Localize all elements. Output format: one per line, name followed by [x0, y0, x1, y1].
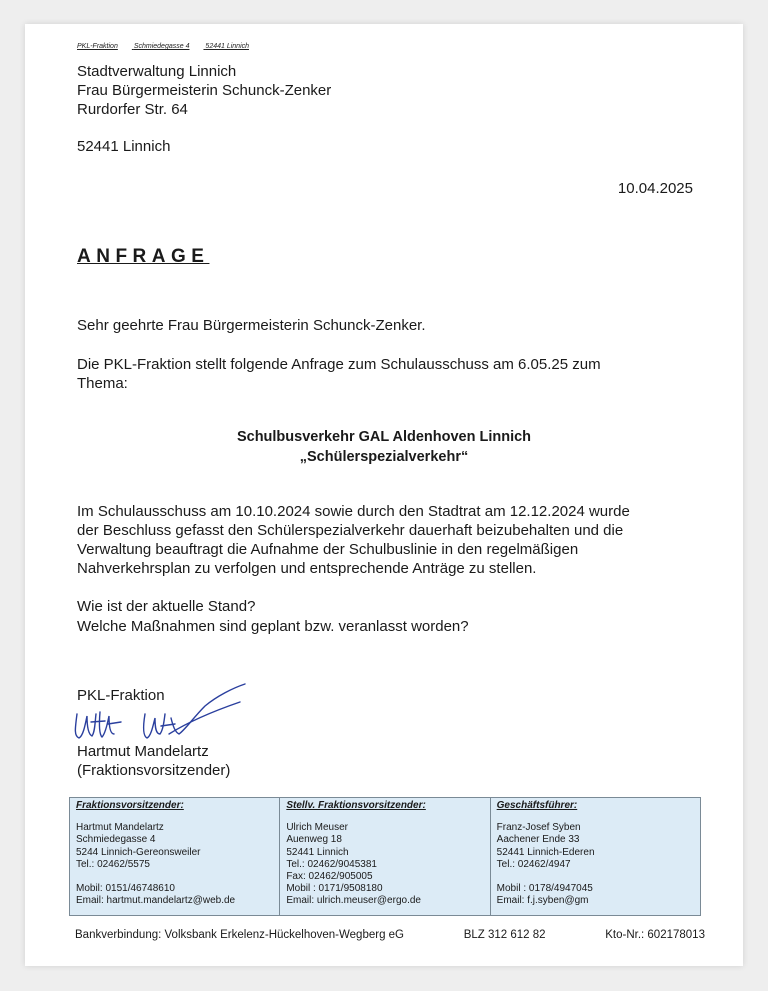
contact-column-chair: [70, 798, 280, 915]
recipient-line1: Stadtverwaltung Linnich: [77, 63, 237, 80]
question-1: Wie ist der aktuelle Stand?: [77, 598, 256, 615]
signature-role: (Fraktionsvorsitzender): [77, 762, 231, 779]
paragraph-line-2: der Beschluss gefasst den Schülerspezialverkehr dauerhaft beizubehalten und die: [77, 522, 624, 539]
letter-page: [25, 24, 743, 966]
contact-city: 5244 Linnich-Gereonsweiler: [76, 846, 201, 858]
recipient-street: Rurdorfer Str. 64: [77, 101, 188, 118]
recipient-city: 52441 Linnich: [77, 138, 171, 155]
contact-mobile: Mobil : 0178/4947045: [496, 883, 593, 895]
contact-heading: Geschäftsführer:: [496, 800, 578, 811]
contact-heading: Fraktionsvorsitzender:: [76, 800, 184, 811]
paragraph-line-1: Im Schulausschuss am 10.10.2024 sowie durch den Stadtrat am 12.12.2024 wurde: [77, 503, 630, 520]
subject-line-1: Schulbusverkehr GAL Aldenhoven Linnich: [236, 429, 532, 445]
contact-email: Email: hartmut.mandelartz@web.de: [76, 895, 236, 907]
bank-account: Kto-Nr.: 602178013: [605, 929, 705, 941]
contact-city: 52441 Linnich: [286, 846, 349, 858]
contact-column-deputy: [280, 798, 490, 915]
contact-fax: Fax: 02462/905005: [286, 871, 373, 883]
bank-connection: Bankverbindung: Volksbank Erkelenz-Hückelhoven-Wegberg eG: [75, 929, 405, 941]
intro-line-1: Die PKL-Fraktion stellt folgende Anfrage zum Schulausschuss am 6.05.25 zum: [77, 356, 601, 373]
contact-heading: Stellv. Fraktionsvorsitzender:: [286, 800, 426, 811]
letter-date: 10.04.2025: [617, 180, 693, 197]
sender-city: 52441 Linnich: [205, 43, 250, 50]
contact-email: Email: ulrich.meuser@ergo.de: [286, 895, 421, 907]
contact-street: Auenweg 18: [286, 834, 342, 846]
paragraph-line-3: Verwaltung beauftragt die Aufnahme der Schulbuslinie in den regelmäßigen: [77, 541, 579, 558]
bank-details: [75, 929, 705, 941]
intro-line-2: Thema:: [77, 375, 128, 392]
signature-org: PKL-Fraktion: [77, 687, 165, 704]
contact-email: Email: f.j.syben@gm: [496, 895, 589, 907]
document-title: ANFRAGE: [77, 246, 210, 267]
signature-name: Hartmut Mandelartz: [77, 743, 209, 760]
sender-line: [77, 43, 263, 50]
handwritten-signature: [65, 674, 265, 744]
contact-name: Franz-Josef Syben: [496, 822, 581, 834]
contacts-table: [69, 797, 701, 916]
question-2: Welche Maßnahmen sind geplant bzw. veranlasst worden?: [77, 618, 469, 635]
recipient-line2: Frau Bürgermeisterin Schunck-Zenker: [77, 82, 332, 99]
contact-city: 52441 Linnich-Ederen: [496, 846, 595, 858]
contact-phone: Tel.: 02462/5575: [76, 858, 150, 870]
subject-line-2: „Schülerspezialverkehr“: [299, 449, 469, 465]
contact-street: Schmiedegasse 4: [76, 834, 156, 846]
sender-street: Schmiedegasse 4: [133, 43, 190, 50]
contact-name: Ulrich Meuser: [286, 822, 349, 834]
contact-blank: [497, 871, 694, 883]
paragraph-line-4: Nahverkehrsplan zu verfolgen und entsprechende Anträge zu stellen.: [77, 560, 537, 577]
contact-blank: [76, 871, 273, 883]
salutation: Sehr geehrte Frau Bürgermeisterin Schunck-Zenker.: [77, 317, 426, 334]
sender-org: PKL-Fraktion: [77, 43, 118, 50]
contact-mobile: Mobil : 0171/9508180: [286, 883, 383, 895]
bank-blz: BLZ 312 612 82: [463, 929, 546, 941]
contact-street: Aachener Ende 33: [496, 834, 580, 846]
contact-mobile: Mobil: 0151/46748610: [76, 883, 175, 895]
contact-phone: Tel.: 02462/4947: [496, 858, 571, 870]
contact-name: Hartmut Mandelartz: [76, 822, 164, 834]
contact-column-manager: [491, 798, 700, 915]
contact-phone: Tel.: 02462/9045381: [286, 858, 377, 870]
